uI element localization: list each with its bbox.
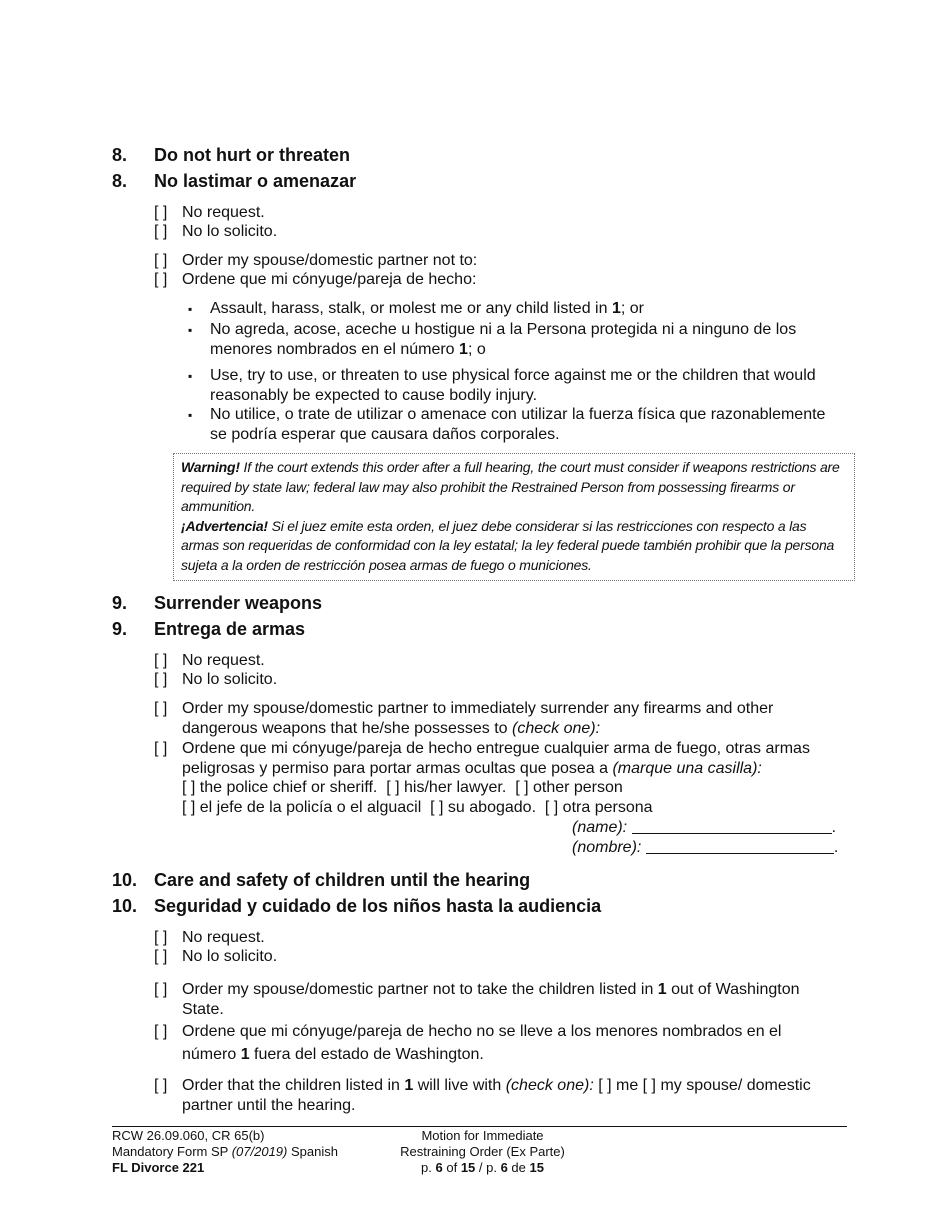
- s9-order-es: [154, 739, 844, 779]
- option-label: out of Washington State.: [182, 981, 800, 1018]
- checkbox[interactable]: [ ]: [154, 1023, 168, 1040]
- checkbox[interactable]: [ ]: [154, 740, 168, 757]
- field-label: (nombre):: [572, 839, 642, 856]
- section-10-heading-es: [112, 895, 852, 917]
- section-title: No lastimar o amenazar: [154, 171, 357, 191]
- bullet: ▪: [188, 302, 193, 316]
- item-ref: 1: [657, 981, 667, 998]
- warning-label: ¡Advertencia!: [181, 517, 268, 534]
- s9-recipient-options-es[interactable]: [ ] el jefe de la policía o el alguacil [ ] su abogado. [ ] otra persona: [182, 799, 653, 816]
- s9-name-field-es: [572, 837, 847, 857]
- option-label: No lo solicito.: [182, 223, 278, 240]
- option-label: Ordene que mi cónyuge/pareja de hecho entregue cualquier arma de fuego, otras armas peligrosas y permiso para portar armas ocultas que posea a: [182, 740, 810, 777]
- footer-page-number: [380, 1160, 585, 1176]
- section-8-heading-es: [112, 170, 852, 192]
- section-title: Surrender weapons: [154, 593, 323, 613]
- option-label: No lo solicito.: [182, 671, 278, 688]
- section-9-heading-es: [112, 618, 852, 640]
- name-line[interactable]: [646, 837, 834, 854]
- section-number: 10.: [112, 870, 138, 890]
- text: .: [833, 839, 839, 856]
- option-label: will live with: [413, 1077, 506, 1094]
- item-ref: 1: [240, 1046, 250, 1063]
- text: ; o: [467, 341, 486, 358]
- s10-no-request-es: [154, 947, 844, 967]
- warning-text: If the court extends this order after a full hearing, the court must consider if weapons restrictions are required by state law; federal law may also prohibit the Restrained Person from possessing firearms or ammunition.: [181, 459, 840, 514]
- option-label: fuera del estado de Washington.: [249, 1046, 484, 1063]
- s10-residence-en: [154, 1076, 844, 1116]
- s10-no-removal-es: [154, 1020, 844, 1064]
- s9-name-field-en: [572, 817, 847, 837]
- instruction: (check one):: [505, 1077, 594, 1094]
- footer-form-number: FL Divorce 221: [112, 1160, 205, 1175]
- option-label: Order my spouse/domestic partner to immediately surrender any firearms and other dangerous weapons that he/she possesses to: [182, 700, 774, 737]
- s8-bullet-1-es: [188, 320, 848, 360]
- footer-left: [112, 1128, 402, 1176]
- section-number: 8.: [112, 171, 128, 191]
- checkbox[interactable]: [ ]: [154, 700, 168, 717]
- checkbox[interactable]: [ ]: [154, 223, 168, 240]
- option-label: No request.: [182, 652, 265, 669]
- text: .: [831, 819, 837, 836]
- section-number: 9.: [112, 619, 128, 639]
- option-label: No request.: [182, 929, 265, 946]
- text: 6: [435, 1160, 443, 1175]
- item-ref: 1: [611, 300, 621, 317]
- section-title: Do not hurt or threaten: [154, 145, 350, 165]
- instruction: (check one):: [512, 720, 601, 737]
- weapons-warning-box: [173, 453, 855, 581]
- s9-no-request-en: [154, 651, 844, 671]
- checkbox[interactable]: [ ]: [154, 981, 168, 998]
- footer-form: [112, 1144, 402, 1160]
- s8-bullet-2-en: [188, 366, 848, 406]
- instruction: (marque una casilla):: [612, 760, 762, 777]
- s9-recipient-options-en[interactable]: [ ] the police chief or sheriff. [ ] his/her lawyer. [ ] other person: [182, 779, 623, 796]
- bullet: ▪: [188, 369, 193, 383]
- s10-no-removal-en: [154, 980, 844, 1020]
- text: Mandatory Form SP: [112, 1144, 232, 1159]
- footer-title: Motion for Immediate: [421, 1128, 544, 1143]
- option-label: Order that the children listed in: [182, 1077, 405, 1094]
- option-label: Ordene que mi cónyuge/pareja de hecho no se lleve a los menores nombrados en el número: [182, 1023, 782, 1063]
- s8-no-request-en: [154, 203, 844, 223]
- s8-bullet-2-es: [188, 405, 848, 445]
- item-ref: 1: [459, 341, 468, 358]
- checkbox[interactable]: [ ]: [154, 671, 168, 688]
- text: Use, try to use, or threaten to use physical force against me or the children that would reasonably be expected to cause bodily injury.: [210, 367, 816, 404]
- field-label: (name):: [572, 819, 628, 836]
- section-number: 8.: [112, 145, 128, 165]
- form-date: (07/2019): [231, 1144, 288, 1159]
- s8-order-es: [154, 270, 844, 290]
- checkbox[interactable]: [ ]: [154, 929, 168, 946]
- text: ; or: [620, 300, 644, 317]
- warning-en: [181, 458, 847, 517]
- checkbox[interactable]: [ ]: [154, 1077, 168, 1094]
- option-label: Ordene que mi cónyuge/pareja de hecho:: [182, 271, 477, 288]
- checkbox[interactable]: [ ]: [154, 204, 168, 221]
- text: 15: [529, 1160, 544, 1175]
- checkbox[interactable]: [ ]: [154, 271, 168, 288]
- section-title: Care and safety of children until the hearing: [154, 870, 531, 890]
- text: 6: [500, 1160, 508, 1175]
- option-label: No request.: [182, 204, 265, 221]
- text: p.: [421, 1160, 436, 1175]
- section-8-heading-en: [112, 144, 852, 166]
- text: Spanish: [287, 1144, 338, 1159]
- bullet: ▪: [188, 323, 193, 337]
- text: No agreda, acose, aceche u hostigue ni a la Persona protegida ni a ninguno de los menores nombrados en el número: [210, 321, 797, 358]
- footer-rule: [112, 1126, 847, 1127]
- text: Assault, harass, stalk, or molest me or any child listed in: [210, 300, 612, 317]
- s8-bullet-1-en: [188, 299, 848, 319]
- warning-label: Warning!: [181, 459, 240, 475]
- checkbox[interactable]: [ ]: [154, 948, 168, 965]
- option-label: Order my spouse/domestic partner not to:: [182, 252, 478, 269]
- option-label[interactable]: [ ] me [ ] my spouse/ domestic partner until the hearing.: [182, 1077, 811, 1114]
- footer-center: [380, 1128, 585, 1176]
- section-title: Seguridad y cuidado de los niños hasta la audiencia: [154, 896, 602, 916]
- item-ref: 1: [404, 1077, 414, 1094]
- section-number: 10.: [112, 896, 138, 916]
- footer-title: Restraining Order (Ex Parte): [400, 1144, 565, 1159]
- section-10-heading-en: [112, 869, 852, 891]
- s9-no-request-es: [154, 670, 844, 690]
- section-9-heading-en: [112, 592, 852, 614]
- name-line[interactable]: [632, 817, 832, 834]
- text: / p.: [475, 1160, 501, 1175]
- checkbox[interactable]: [ ]: [154, 652, 168, 669]
- footer-statute: RCW 26.09.060, CR 65(b): [112, 1128, 265, 1143]
- text: No utilice, o trate de utilizar o amenace con utilizar la fuerza física que razonablemente se podría esperar que causara daños corporales.: [210, 406, 826, 443]
- bullet: ▪: [188, 408, 193, 422]
- option-label: Order my spouse/domestic partner not to take the children listed in: [182, 981, 658, 998]
- checkbox[interactable]: [ ]: [154, 252, 168, 269]
- text: de: [507, 1160, 530, 1175]
- text: 15: [460, 1160, 476, 1175]
- s8-no-request-es: [154, 222, 844, 242]
- s10-no-request-en: [154, 928, 844, 948]
- warning-es: [181, 517, 847, 576]
- option-label: No lo solicito.: [182, 948, 278, 965]
- text: of: [442, 1160, 461, 1175]
- section-number: 9.: [112, 593, 128, 613]
- section-title: Entrega de armas: [154, 619, 306, 639]
- warning-text: Si el juez emite esta orden, el juez debe considerar si las restricciones con respecto a las armas son requeridas de conformidad con la ley estatal; la ley federal puede también prohibir que la persona sujeta a la orden de restricción posea armas de fuego o municiones.: [181, 517, 835, 573]
- s9-order-en: [154, 699, 844, 739]
- s8-order-en: [154, 251, 844, 271]
